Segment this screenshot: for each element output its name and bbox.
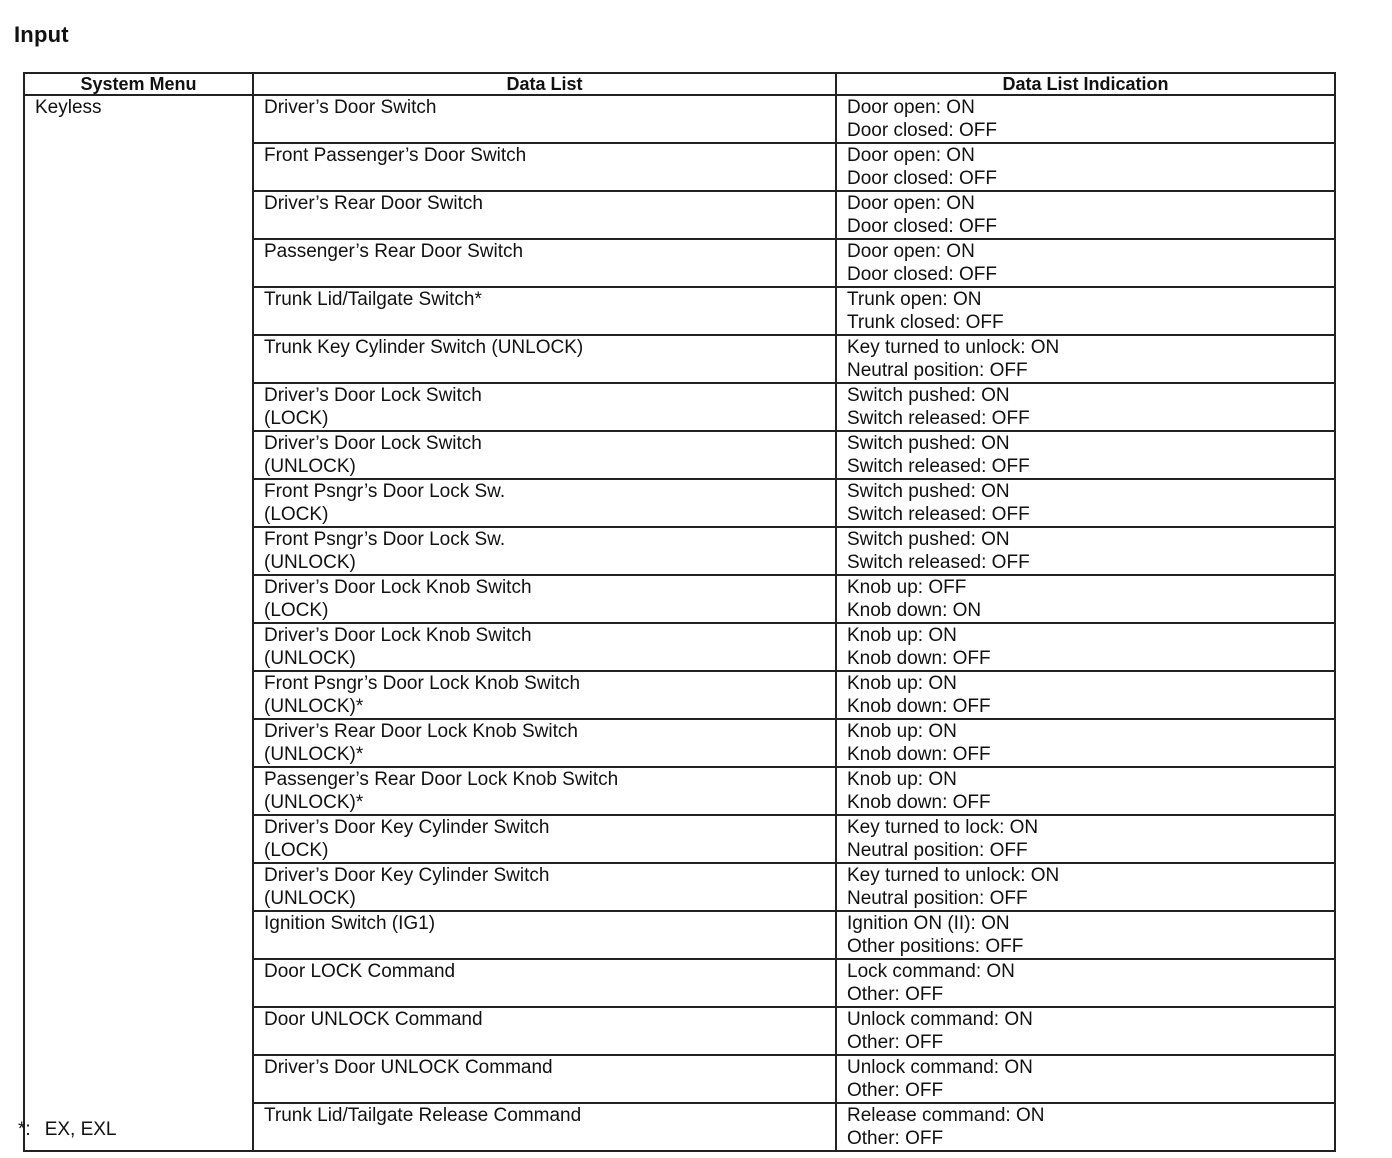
system-menu-cell: Keyless (24, 95, 253, 1151)
indication-cell (836, 575, 1335, 623)
indication-cell (836, 1007, 1335, 1055)
data-list-cell (253, 1103, 836, 1151)
data-list-item-text: (UNLOCK)* (264, 792, 364, 813)
data-list-cell (253, 623, 836, 671)
data-list-item-text: Driver’s Rear Door Lock Knob Switch (264, 721, 578, 742)
indication-text: Unlock command: ON (847, 1009, 1033, 1030)
indication-text: Key turned to lock: ON (847, 817, 1039, 838)
indication-text: Key turned to unlock: ON (847, 865, 1060, 886)
data-list-cell (253, 287, 836, 335)
indication-cell (836, 959, 1335, 1007)
data-list-item-text: Driver’s Rear Door Switch (264, 193, 483, 214)
indication-text: Door open: ON (847, 193, 975, 214)
table-row (24, 95, 1335, 143)
footnote-mark: *: (18, 1119, 31, 1140)
indication-text: Door open: ON (847, 241, 975, 262)
indication-cell (836, 143, 1335, 191)
indication-text: Lock command: ON (847, 961, 1015, 982)
data-list-item-text: (UNLOCK)* (264, 744, 364, 765)
data-list-item-text: Driver’s Door Lock Knob Switch (264, 625, 532, 646)
indication-cell (836, 191, 1335, 239)
indication-cell (836, 671, 1335, 719)
indication-text: Trunk open: ON (847, 289, 982, 310)
data-list-item-text: Front Psngr’s Door Lock Sw. (264, 481, 506, 502)
indication-text: Knob up: ON (847, 625, 957, 646)
indication-text: Knob down: OFF (847, 648, 991, 669)
data-list-item-text: Door UNLOCK Command (264, 1009, 483, 1030)
data-list-cell (253, 143, 836, 191)
indication-text: Unlock command: ON (847, 1057, 1033, 1078)
data-list-item-text: (UNLOCK) (264, 648, 356, 669)
data-list-item-text: Driver’s Door Lock Switch (264, 433, 482, 454)
data-list-item-text: Driver’s Door UNLOCK Command (264, 1057, 553, 1078)
data-list-cell (253, 767, 836, 815)
data-list-item-text: Front Passenger’s Door Switch (264, 145, 527, 166)
indication-cell (836, 335, 1335, 383)
data-list-item-text: (UNLOCK) (264, 552, 356, 573)
data-list-cell (253, 95, 836, 143)
indication-cell (836, 383, 1335, 431)
indication-text: Switch pushed: ON (847, 529, 1010, 550)
data-list-table (23, 72, 1336, 1152)
indication-text: Neutral position: OFF (847, 840, 1028, 861)
indication-text: Other positions: OFF (847, 936, 1024, 957)
data-list-cell (253, 863, 836, 911)
footnote-text: EX, EXL (44, 1119, 117, 1140)
indication-text: Door closed: OFF (847, 120, 997, 141)
indication-text: Knob down: OFF (847, 696, 991, 717)
indication-cell (836, 431, 1335, 479)
data-list-cell (253, 383, 836, 431)
indication-text: Other: OFF (847, 1080, 944, 1101)
indication-text: Door closed: OFF (847, 216, 997, 237)
data-list-cell (253, 815, 836, 863)
data-list-cell (253, 239, 836, 287)
indication-cell (836, 719, 1335, 767)
indication-text: Door closed: OFF (847, 264, 997, 285)
indication-text: Other: OFF (847, 1032, 944, 1053)
indication-cell (836, 1055, 1335, 1103)
data-list-cell (253, 191, 836, 239)
data-list-item-text: Driver’s Door Lock Knob Switch (264, 577, 532, 598)
column-header-system-menu: System Menu (24, 73, 253, 95)
data-list-cell (253, 479, 836, 527)
data-list-item-text: (UNLOCK) (264, 456, 356, 477)
indication-text: Knob down: OFF (847, 792, 991, 813)
data-list-item-text: Trunk Key Cylinder Switch (UNLOCK) (264, 337, 584, 358)
indication-text: Switch pushed: ON (847, 385, 1010, 406)
data-list-item-text: (LOCK) (264, 408, 329, 429)
indication-text: Knob down: ON (847, 600, 982, 621)
data-list-item-text: Driver’s Door Lock Switch (264, 385, 482, 406)
indication-text: Switch pushed: ON (847, 433, 1010, 454)
indication-cell (836, 863, 1335, 911)
indication-text: Knob up: ON (847, 721, 957, 742)
data-list-cell (253, 527, 836, 575)
indication-text: Switch released: OFF (847, 504, 1030, 525)
data-list-item-text: Trunk Lid/Tailgate Release Command (264, 1105, 582, 1126)
data-list-cell (253, 1007, 836, 1055)
indication-text: Switch released: OFF (847, 408, 1030, 429)
indication-cell (836, 815, 1335, 863)
indication-cell (836, 767, 1335, 815)
column-header-data-list: Data List (253, 73, 836, 95)
indication-cell (836, 1103, 1335, 1151)
table-body (24, 95, 1335, 1151)
indication-text: Other: OFF (847, 984, 944, 1005)
data-list-item-text: Trunk Lid/Tailgate Switch* (264, 289, 482, 310)
indication-text: Trunk closed: OFF (847, 312, 1004, 333)
indication-text: Knob up: ON (847, 673, 957, 694)
indication-text: Release command: ON (847, 1105, 1045, 1126)
indication-text: Ignition ON (II): ON (847, 913, 1010, 934)
data-list-cell (253, 719, 836, 767)
data-list-item-text: Front Psngr’s Door Lock Knob Switch (264, 673, 581, 694)
indication-cell (836, 479, 1335, 527)
indication-text: Knob up: OFF (847, 577, 967, 598)
indication-cell (836, 287, 1335, 335)
data-list-cell (253, 671, 836, 719)
data-list-cell (253, 911, 836, 959)
footnote (18, 1119, 117, 1141)
indication-cell (836, 95, 1335, 143)
indication-text: Neutral position: OFF (847, 360, 1028, 381)
data-list-item-text: Passenger’s Rear Door Switch (264, 241, 524, 262)
indication-text: Key turned to unlock: ON (847, 337, 1060, 358)
data-list-item-text: (LOCK) (264, 600, 329, 621)
data-list-cell (253, 431, 836, 479)
indication-text: Door open: ON (847, 145, 975, 166)
data-list-item-text: (UNLOCK) (264, 888, 356, 909)
data-list-item-text: Driver’s Door Key Cylinder Switch (264, 817, 550, 838)
indication-text: Neutral position: OFF (847, 888, 1028, 909)
data-list-item-text: Driver’s Door Key Cylinder Switch (264, 865, 550, 886)
data-list-item-text: Door LOCK Command (264, 961, 456, 982)
data-list-item-text: (UNLOCK)* (264, 696, 364, 717)
data-list-cell (253, 959, 836, 1007)
column-header-indication: Data List Indication (836, 73, 1335, 95)
data-list-item-text: Driver’s Door Switch (264, 97, 437, 118)
page-title: Input (14, 22, 69, 47)
indication-cell (836, 239, 1335, 287)
data-list-item-text: (LOCK) (264, 840, 329, 861)
data-list-cell (253, 335, 836, 383)
data-list-item-text: Front Psngr’s Door Lock Sw. (264, 529, 506, 550)
indication-text: Switch pushed: ON (847, 481, 1010, 502)
indication-cell (836, 623, 1335, 671)
data-list-cell (253, 575, 836, 623)
indication-text: Door closed: OFF (847, 168, 997, 189)
indication-cell (836, 911, 1335, 959)
table-header-row (24, 73, 1335, 95)
data-list-item-text: Passenger’s Rear Door Lock Knob Switch (264, 769, 619, 790)
data-list-cell (253, 1055, 836, 1103)
indication-text: Door open: ON (847, 97, 975, 118)
data-list-item-text: (LOCK) (264, 504, 329, 525)
indication-text: Knob down: OFF (847, 744, 991, 765)
indication-text: Other: OFF (847, 1128, 944, 1149)
data-list-item-text: Ignition Switch (IG1) (264, 913, 436, 934)
indication-text: Switch released: OFF (847, 456, 1030, 477)
indication-cell (836, 527, 1335, 575)
indication-text: Knob up: ON (847, 769, 957, 790)
indication-text: Switch released: OFF (847, 552, 1030, 573)
